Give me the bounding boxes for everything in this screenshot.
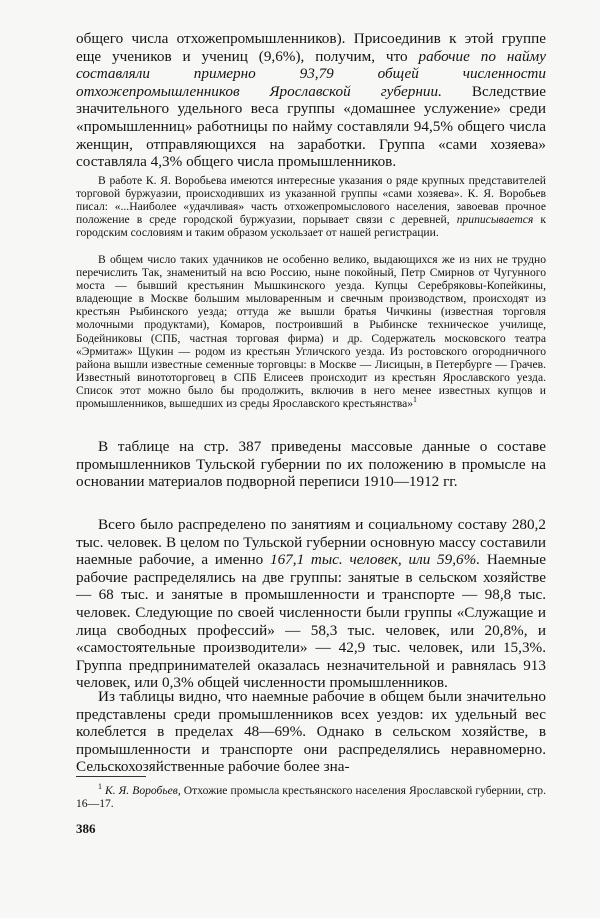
- paragraph-distribution: [76, 516, 546, 692]
- page-number: 386: [76, 821, 96, 836]
- paragraph-distribution-tail: Наемные рабочие распределялись на две группы: занятые в сельском хозяйстве — 68 тыс. и занятые в промышленности и транспорте — 98,8 тыс. человек. Следующие по своей численности были группы «Служащие и лица свободных профессий» — 58,3 тыс. человек, или 20,8%, и «самостоятельные производители» — 42,9 тыс. человек, или 15,3%. Группа предпринимателей оказалась незначительной и равнялась 913 человек, или 0,3% общей численности промышленников.: [76, 551, 546, 692]
- small-paragraph-vorobyev-tail: к городским сословиям и таким образом ускользает от нашей регистрации.: [76, 213, 546, 240]
- paragraph-distribution-lead: Всего было распределено по занятиям и социальному составу 280,2 тыс. человек. В целом по Тульской губернии основную массу составили наемные рабочие, а именно: [76, 516, 546, 569]
- paragraph-intro: [76, 30, 546, 171]
- paragraph-conclusion: [76, 688, 546, 776]
- footnote-divider: [76, 776, 146, 777]
- paragraph-intro-emphasis: рабочие по найму составляли примерно 93,79 общей численности отхожепромышленников Ярославской губернии.: [76, 47, 546, 100]
- paragraph-tula-table-text: В таблице на стр. 387 приведены массовые данные о составе промышленников Тульской губернии по их положению в промысле на основании материалов подворной переписи 1910—1912 гг.: [76, 438, 546, 491]
- small-paragraph-vorobyev: [76, 174, 546, 239]
- small-paragraph-merchants-text: В общем число таких удачников не особенно велико, выдающихся же из них не трудно перечислить Так, знаменитый на всю Россию, ныне покойный, Петр Смирнов от Чугунного моста — бывший крестьянин Мышкинского уезда. Купцы Серебряковы-Копейкины, владеющие в Москве большим мыловаренным и свечным производством, происходят из крестьян Рыбинского уезда; оттуда же вышли братья Чичкины (известная торговля молочными продуктами), Комаров, построивший в Рыбинске техническое училище, Бодейниковы (СПБ, частная торговая фирма) и др. Содержатель московского театра «Эрмитаж» Щукин — родом из крестьян Угличского уезда. Из ростовского огородничного района вышли известные семенные торговцы: в Москве — Лисицын, в Петербурге — Грачев. Известный винототорговец в СПБ Елисеев происходит из крестьян Ярославского уезда. Список этот можно было бы продолжить, включив в него менее известных купцов и промышленников, вышедших из среды Ярославского крестьянства»: [76, 253, 546, 411]
- small-paragraph-merchants: [76, 253, 546, 410]
- footnote-author: К. Я. Воробьев,: [105, 784, 181, 797]
- paragraph-conclusion-text: Из таблицы видно, что наемные рабочие в общем были значительно представлены среди промышленников всех уездов: их удельный вес колеблется в пределах 48—69%. Однако в сельском хозяйстве, в промышленности и транспорте они распределялись неравномерно. Сельскохозяйственные рабочие более зна-: [76, 688, 546, 776]
- footnote-reference: 1: [413, 395, 418, 405]
- small-paragraph-vorobyev-lead: В работе К. Я. Воробьева имеются интересные указания о ряде крупных представителей торговой буржуазии, происходивших из указанной группы «сами хозяева». К. Я. Воробьев писал: «...Наиболее «удачливая» часть отхожепромыслового населения, завоевав прочное положение в среде городской буржуазии, порывает связи с деревней,: [76, 174, 546, 227]
- paragraph-tula-table: [76, 438, 546, 491]
- footnote-text: Отхожие промысла крестьянского населения Ярославской губернии, стр. 16—17.: [76, 784, 547, 811]
- paragraph-intro-tail: Вследствие значительного удельного веса группы «домашнее услужение» среди «промышленниц» работницы по найму составляли 94,5% общего числа женщин, отправляющихся на заработки. Группа «сами хозяева» составляла 4,3% общего числа промышленников.: [76, 82, 546, 171]
- footnote: [76, 784, 546, 810]
- paragraph-intro-lead: общего числа отхожепромышленников). Присоединив к этой группе еще учеников и учениц (9,6%), получим, что: [76, 30, 546, 65]
- small-paragraph-vorobyev-emphasis: приписывается: [456, 213, 534, 227]
- footnote-mark: 1: [98, 782, 102, 792]
- paragraph-distribution-emphasis: 167,1 тыс. человек, или 59,6%.: [269, 551, 481, 569]
